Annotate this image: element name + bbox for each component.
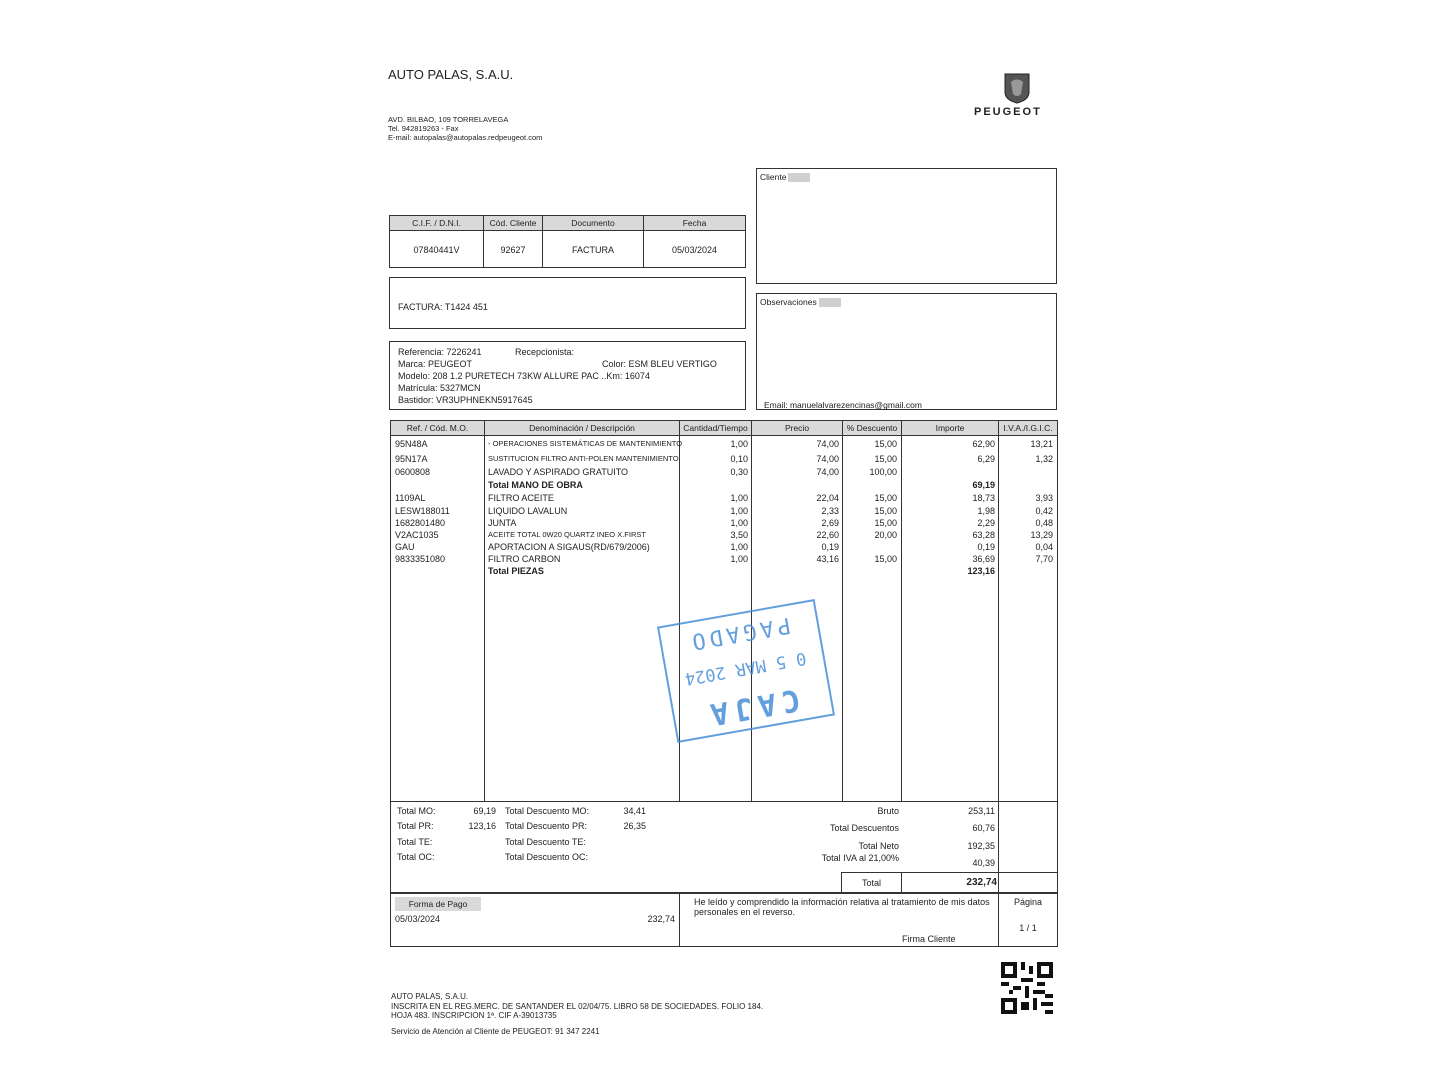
header-client-code: Cód. Cliente [484, 216, 542, 230]
table-row-amount: 36,69 [972, 554, 995, 564]
date-value: 05/03/2024 [671, 245, 718, 255]
total-left-label: Total TE: [397, 837, 433, 847]
table-row-disc: 15,00 [874, 518, 897, 528]
table-row-price: 22,04 [816, 493, 839, 503]
header-cif: C.I.F. / D.N.I. [390, 216, 483, 230]
table-row-amount: 69,19 [972, 480, 995, 490]
invoice-box [389, 277, 746, 329]
table-row-price: 74,00 [816, 454, 839, 464]
page-label: Página [1013, 897, 1043, 907]
col-price: Precio [752, 421, 842, 435]
table-row-desc: LAVADO Y ASPIRADO GRATUITO [488, 467, 629, 477]
table-row-qty: 0,10 [730, 454, 748, 464]
total-right-value: 192,35 [967, 841, 995, 851]
total-right-value: 253,11 [968, 806, 995, 816]
table-row-iva: 0,48 [1035, 518, 1053, 528]
table-row-iva: 13,29 [1030, 530, 1053, 540]
stamp-line-paid: PAGADO [686, 611, 793, 655]
table-row-desc: FILTRO CARBON [488, 554, 561, 564]
document-value: FACTURA [571, 245, 614, 255]
table-row-desc: JUNTA [488, 518, 517, 528]
table-row-disc: 15,00 [874, 493, 897, 503]
total-left-disc-label: Total Descuento OC: [505, 852, 589, 862]
table-row-price: 43,16 [816, 554, 839, 564]
vehicle-box [389, 341, 746, 410]
payment-label: Forma de Pago [395, 897, 481, 911]
grand-total-label: Total [861, 878, 881, 888]
table-row-ref: LESW188011 [395, 506, 450, 516]
table-row-ref: 95N17A [395, 454, 428, 464]
total-left-disc-label: Total Descuento TE: [505, 837, 586, 847]
payment-date: 05/03/2024 [395, 914, 441, 924]
vehicle-brand: Marca: PEUGEOT [398, 359, 473, 369]
lines-table [390, 420, 1058, 802]
total-right-value: 40,39 [972, 858, 995, 868]
table-row-desc: APORTACION A SIGAUS(RD/679/2006) [488, 542, 650, 552]
table-row-qty: 1,00 [730, 506, 748, 516]
table-row-desc: FILTRO ACEITE [488, 493, 554, 503]
table-row-price: 22,60 [816, 530, 839, 540]
table-row-disc: 15,00 [874, 439, 897, 449]
vehicle-receptionist: Recepcionista: [515, 347, 575, 357]
footer-registry-2: HOJA 483. INSCRIPCION 1ª. CIF A-39013735 [391, 1011, 557, 1020]
client-label: Cliente [760, 172, 810, 182]
table-row-amount: 1,98 [977, 506, 995, 516]
totals-box [390, 801, 1058, 893]
col-ref: Ref. / Cód. M.O. [391, 421, 484, 435]
invoice-number: FACTURA: T1424 451 [398, 302, 488, 312]
table-row-desc: SUSTITUCION FILTRO ANTI-POLEN MANTENIMIENTO [488, 454, 679, 463]
table-row-price: 74,00 [816, 439, 839, 449]
header-document: Documento [543, 216, 643, 230]
grand-total-value: 232,74 [966, 877, 997, 888]
total-left-value: 123,16 [468, 821, 496, 831]
page-value: 1 / 1 [1019, 923, 1037, 933]
company-tel: Tel. 942819263 - Fax [388, 124, 459, 133]
client-code-value: 92627 [500, 245, 526, 255]
table-row-amount: 6,29 [977, 454, 995, 464]
vehicle-color: Color: ESM BLEU VERTIGO [602, 359, 717, 369]
table-row-ref: 95N48A [395, 439, 428, 449]
table-row-iva: 13,21 [1030, 439, 1053, 449]
table-row-desc: Total MANO DE OBRA [488, 480, 583, 490]
header-date: Fecha [644, 216, 745, 230]
table-row-ref: V2AC1035 [395, 530, 439, 540]
total-left-disc-label: Total Descuento PR: [505, 821, 588, 831]
vehicle-reference: Referencia: 7226241 [398, 347, 482, 357]
table-row-qty: 1,00 [730, 518, 748, 528]
footer-company: AUTO PALAS, S.A.U. [391, 992, 469, 1001]
col-discount: % Descuento [843, 421, 901, 435]
cif-value: 07840441V [413, 245, 460, 255]
col-quantity: Cantidad/Tiempo [680, 421, 751, 435]
table-row-qty: 3,50 [730, 530, 748, 540]
col-amount: Importe [902, 421, 998, 435]
table-row-price: 2,33 [821, 506, 839, 516]
table-row-amount: 123,16 [967, 566, 995, 576]
table-row-price: 2,69 [821, 518, 839, 528]
footer-registry: INSCRITA EN EL REG.MERC. DE SANTANDER EL 02/04/75. LIBRO 58 DE SOCIEDADES. FOLIO 184. [391, 1002, 764, 1011]
total-right-label: Bruto [877, 806, 899, 816]
table-row-qty: 1,00 [730, 542, 748, 552]
total-right-value: 60,76 [972, 823, 995, 833]
table-row-amount: 63,28 [972, 530, 995, 540]
payment-amount: 232,74 [647, 914, 675, 924]
table-row-ref: 9833351080 [395, 554, 446, 564]
table-row-qty: 1,00 [730, 439, 748, 449]
total-left-disc-value: 26,35 [623, 821, 646, 831]
table-row-price: 0,19 [821, 542, 839, 552]
brand-name: PEUGEOT [974, 106, 1042, 118]
total-left-label: Total MO: [397, 806, 436, 816]
total-left-disc-label: Total Descuento MO: [505, 806, 590, 816]
company-email: E-mail: autopalas@autopalas.redpeugeot.com [388, 133, 543, 142]
stamp-line-date: 0 5 MAR 2024 [683, 647, 808, 689]
table-row-disc: 15,00 [874, 554, 897, 564]
company-address: AVD. BILBAO, 109 TORRELAVEGA [388, 115, 509, 124]
observations-label: Observaciones [760, 297, 841, 307]
table-row-amount: 62,90 [972, 439, 995, 449]
total-left-label: Total PR: [397, 821, 434, 831]
vehicle-model: Modelo: 208 1.2 PURETECH 73KW ALLURE PAC ..Km: 16074 [398, 371, 650, 381]
peugeot-lion-logo-icon [1002, 72, 1032, 104]
total-left-value: 69,19 [473, 806, 496, 816]
table-row-desc: LIQUIDO LAVALUN [488, 506, 568, 516]
table-row-iva: 7,70 [1035, 554, 1053, 564]
qr-code-icon [1001, 962, 1053, 1014]
document-header-table [389, 215, 746, 268]
total-left-disc-value: 34,41 [623, 806, 646, 816]
table-row-disc: 20,00 [874, 530, 897, 540]
client-box [756, 168, 1057, 284]
footer-service: Servicio de Atención al Cliente de PEUGEOT: 91 347 2241 [391, 1027, 600, 1036]
table-row-disc: 15,00 [874, 454, 897, 464]
total-left-label: Total OC: [397, 852, 435, 862]
table-row-ref: GAU [395, 542, 415, 552]
payment-box [390, 893, 1058, 947]
table-row-qty: 0,30 [730, 467, 748, 477]
table-row-iva: 0,04 [1035, 542, 1053, 552]
signature-label: Firma Cliente [902, 934, 956, 944]
client-email: Email: manuelalvarezencinas@gmail.com [764, 400, 922, 410]
total-right-label: Total IVA al 21,00% [821, 853, 899, 863]
stamp-line-caja: CAJA [701, 681, 803, 733]
company-name: AUTO PALAS, S.A.U. [388, 67, 514, 82]
table-row-amount: 0,19 [977, 542, 995, 552]
table-row-disc: 100,00 [869, 467, 897, 477]
table-row-iva: 3,93 [1035, 493, 1053, 503]
vehicle-plate: Matrícula: 5327MCN [398, 383, 481, 393]
table-row-price: 74,00 [816, 467, 839, 477]
table-row-disc: 15,00 [874, 506, 897, 516]
table-row-iva: 0,42 [1035, 506, 1053, 516]
total-right-label: Total Descuentos [829, 823, 899, 833]
grand-total-box [841, 872, 1058, 893]
table-row-desc: Total PIEZAS [488, 566, 544, 576]
table-row-iva: 1,32 [1035, 454, 1053, 464]
col-description: Denominación / Descripción [485, 421, 679, 435]
table-row-ref: 1682801480 [395, 518, 446, 528]
observations-box [756, 293, 1057, 410]
table-row-amount: 18,73 [972, 493, 995, 503]
total-right-label: Total Neto [858, 841, 899, 851]
table-row-qty: 1,00 [730, 493, 748, 503]
col-iva: I.V.A./I.G.I.C. [999, 421, 1057, 435]
table-row-ref: 0600808 [395, 467, 431, 477]
table-row-desc: ACEITE TOTAL 0W20 QUARTZ INEO X.FIRST [488, 530, 646, 539]
table-row-ref: 1109AL [395, 493, 426, 503]
privacy-text: He leído y comprendido la información relativa al tratamiento de mis datos personales en el reverso. [694, 897, 990, 917]
table-row-qty: 1,00 [730, 554, 748, 564]
table-row-amount: 2,29 [977, 518, 995, 528]
vehicle-vin: Bastidor: VR3UPHNEKN5917645 [398, 395, 533, 405]
table-row-desc: - OPERACIONES SISTEMÁTICAS DE MANTENIMIENTO [488, 439, 683, 448]
